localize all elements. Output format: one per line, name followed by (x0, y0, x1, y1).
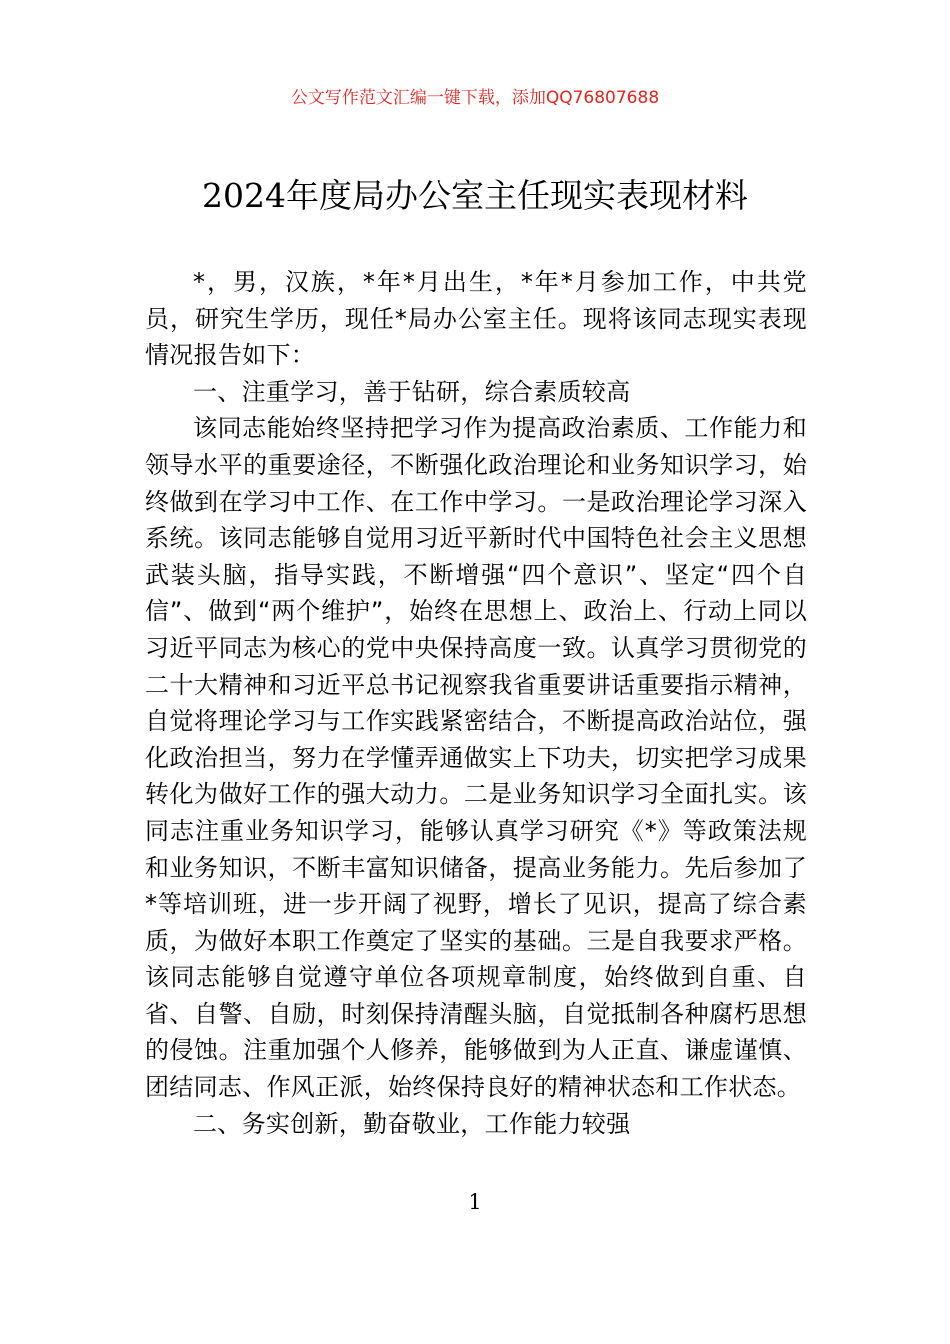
document-body (145, 264, 807, 1142)
page-number: 1 (468, 1190, 482, 1214)
section-1-heading: 一、注重学习，善于钻研，综合素质较高 (193, 377, 631, 406)
section-2-heading: 二、务实创新，勤奋敬业，工作能力较强 (193, 1109, 631, 1138)
document-title: 2024年度局办公室主任现实表现材料 (202, 176, 748, 215)
intro-paragraph: *，男，汉族，*年*月出生，*年*月参加工作，中共党员，研究生学历，现任*局办公室主任。现将该同志现实表现情况报告如下： (145, 268, 807, 370)
section-1-paragraph: 该同志能始终坚持把学习作为提高政治素质、工作能力和领导水平的重要途径，不断强化政治理论和业务知识学习，始终做到在学习中工作、在工作中学习。一是政治理论学习深入系统。该同志能够自觉用习近平新时代中国特色社会主义思想武装头脑，指导实践，不断增强“四个意识”、坚定“四个自信”、做到“两个维护”，始终在思想上、政治上、行动上同以习近平同志为核心的党中央保持高度一致。认真学习贯彻党的二十大精神和习近平总书记视察我省重要讲话重要指示精神，自觉将理论学习与工作实践紧密结合，不断提高政治站位，强化政治担当，努力在学懂弄通做实上下功夫，切实把学习成果转化为做好工作的强大动力。二是业务知识学习全面扎实。该同志注重业务知识学习，能够认真学习研究《*》等政策法规和业务知识，不断丰富知识储备，提高业务能力。先后参加了*等培训班，进一步开阔了视野，增长了见识，提高了综合素质，为做好本职工作奠定了坚实的基础。三是自我要求严格。该同志能够自觉遵守单位各项规章制度，始终做到自重、自省、自警、自励，时刻保持清醒头脑，自觉抵制各种腐朽思想的侵蚀。注重加强个人修养，能够做到为人正直、谦虚谨慎、团结同志、作风正派，始终保持良好的精神状态和工作状态。 (145, 414, 807, 1102)
download-banner: 公文写作范文汇编一键下载，添加QQ76807688 (290, 88, 660, 108)
